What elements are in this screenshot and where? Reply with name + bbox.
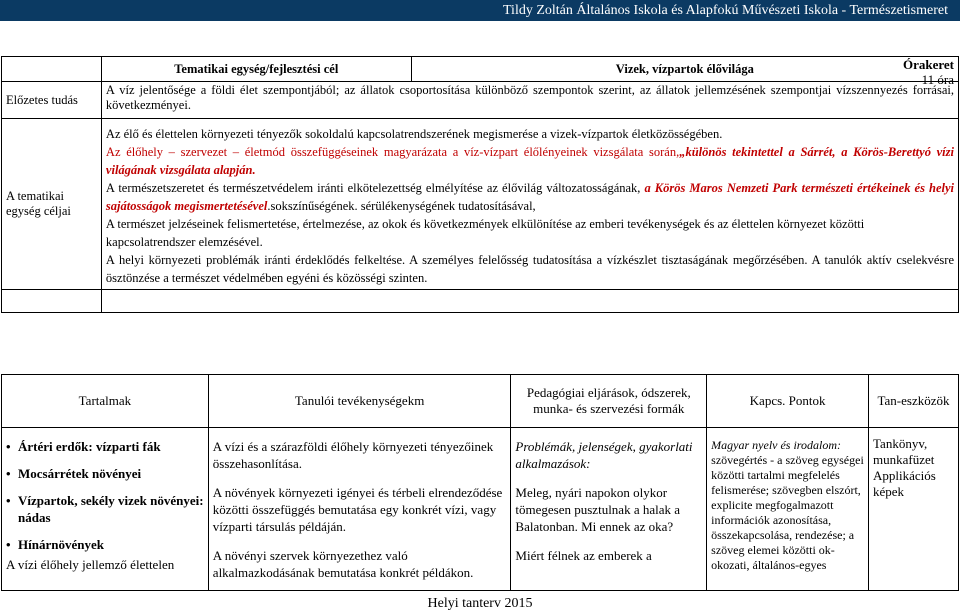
kapcs-subject: Magyar nyelv és irodalom: bbox=[711, 438, 842, 452]
empty-bottom-cell-2 bbox=[101, 290, 958, 313]
empty-corner-cell bbox=[2, 57, 102, 82]
methods-cell bbox=[511, 428, 707, 591]
prior-knowledge-text: A víz jelentősége a földi élet szempontjából; az állatok csoportosítása különböző szempontok szerint, az állatok jellemzésének szempontjai vízszennyezés forrásai, következményei. bbox=[101, 82, 958, 119]
prior-knowledge-label: Előzetes tudás bbox=[2, 82, 102, 119]
unit-title-cell bbox=[411, 57, 958, 87]
methods-question-2: Miért félnek az emberek a bbox=[515, 548, 652, 563]
activities-cell bbox=[208, 428, 511, 591]
page-header-bar bbox=[0, 0, 960, 21]
hours-value: 11 óra bbox=[921, 72, 954, 87]
content-list bbox=[6, 438, 204, 553]
activity-3: A növényi szervek környezethez való alkalmazkodásának bemutatása konkrét példákon. bbox=[212, 548, 474, 580]
header-tartalmak: Tartalmak bbox=[2, 375, 209, 428]
list-item: • Vízpartok, sekély vizek növényei: nádas bbox=[6, 492, 204, 526]
activity-1: A vízi és a szárazföldi élőhely környezeti tényezőinek összehasonlítása. bbox=[212, 439, 494, 471]
header-tools: Tan-eszközök bbox=[869, 375, 959, 428]
header-methods: Pedagógiai eljárások, ódszerek, munka- és szervezési formák bbox=[511, 375, 707, 428]
goal-3-emphasis: a Körös Maros Nemzeti Park természeti értékeinek és helyi sajátosságok megismertetésével bbox=[105, 181, 954, 213]
hours-label: Órakeret bbox=[902, 57, 954, 72]
header-kapcs: Kapcs. Pontok bbox=[707, 375, 869, 428]
goals-cell bbox=[101, 119, 958, 290]
list-item: • Mocsárrétek növényei bbox=[6, 465, 204, 482]
unit-table bbox=[1, 56, 959, 313]
content-table bbox=[1, 374, 959, 591]
activity-2: A növények környezeti igényei és térbeli elrendeződése közötti összefüggés bemutatása egy konkrét vízi, vagy vízparti társulás példáján. bbox=[212, 485, 503, 534]
kapcs-cell bbox=[707, 428, 869, 591]
tools-cell: Tankönyv, munkafüzet Applikációs képek bbox=[869, 428, 959, 591]
kapcs-text: szövegértés - a szöveg egységei közötti tartalmi megfelelés felismerése; szövegben elszórt, explicite megfogalmazott információk azonosítása, összekapcsolása, rendezése; a szöveg elemei közötti ok-okozati, általános-egyes bbox=[711, 453, 864, 572]
methods-question-1: Meleg, nyári napokon olykor tömegesen pusztulnak a halak a Balatonban. Mi ennek az oka? bbox=[515, 485, 681, 534]
list-item: • Ártéri erdők: vízparti fák bbox=[6, 438, 204, 455]
school-title: Tildy Zoltán Általános Iskola és Alapfokú Művészeti Iskola - Természetismeret bbox=[503, 3, 948, 18]
goal-3 bbox=[106, 179, 954, 215]
goal-2 bbox=[106, 143, 954, 179]
list-item: • Hínárnövények bbox=[6, 536, 204, 553]
goal-3-text: A természetszeretet és természetvédelem iránti elkötelezettség elmélyítése az élővilág változatosságának, bbox=[105, 181, 641, 195]
goal-3-tail: .sokszínűségének. sérülékenységének tudatosításával, bbox=[267, 199, 536, 213]
goal-2-emphasis: „különös tekintettel a Sárrét, a Körös-Berettyó vízi világának vizsgálata alapján. bbox=[105, 145, 954, 177]
goal-2-text: Az élőhely – szervezet – életmód összefüggéseinek magyarázata a víz-vízpart élőlényeinek vizsgálata során, bbox=[105, 145, 680, 159]
methods-intro: Problémák, jelenségek, gyakorlati alkalmazások: bbox=[515, 439, 693, 471]
header-activities: Tanulói tevékenységekm bbox=[208, 375, 511, 428]
empty-bottom-cell-1 bbox=[2, 290, 102, 313]
hours-box bbox=[903, 57, 954, 87]
goal-4: A természet jelzéseinek felismertetése, értelmezése, az okok és következmények elkülönítése az emberi tevékenységek és az élettelen környezet közötti kapcsolatrendszer elemzésével. bbox=[105, 217, 865, 249]
goal-5: A helyi környezeti problémák iránti érdeklődés felkeltése. A személyes felelősség tudatosítása a vízkészlet tisztaságának megőrzésében. A tanulók aktív cselekvésre ösztönzése a természet védelmében egyéni és közösségi szinten. bbox=[105, 253, 954, 285]
content-items-cell bbox=[2, 428, 209, 591]
content-item-last: A vízi élőhely jellemző élettelen bbox=[6, 557, 175, 572]
unit-col1-header: Tematikai egység/fejlesztési cél bbox=[101, 57, 411, 82]
goal-1: Az élő és élettelen környezeti tényezők sokoldalú kapcsolatrendszerének megismerése a vizek-vízpartok életközösségében. bbox=[105, 127, 723, 141]
footer-text: Helyi tanterv 2015 bbox=[427, 596, 533, 611]
unit-title: Vizek, vízpartok élővilága bbox=[615, 61, 754, 76]
goals-label: A tematikai egység céljai bbox=[2, 119, 102, 290]
